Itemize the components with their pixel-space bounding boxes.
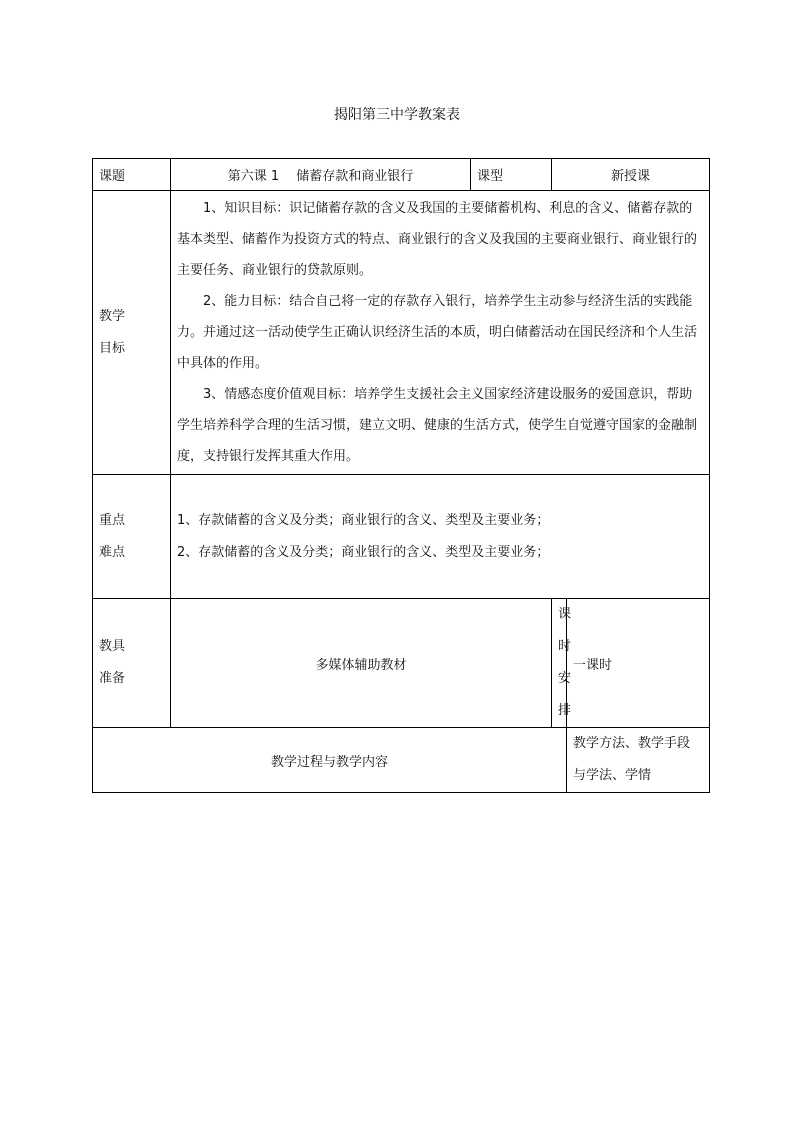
hours-value: 一课时 <box>567 599 710 728</box>
tools-label-line-1: 教具 <box>99 639 126 654</box>
process-label: 教学过程与教学内容 <box>93 728 567 793</box>
row-process <box>93 728 710 793</box>
tools-label <box>93 599 171 728</box>
tools-label-line-2: 准备 <box>99 671 126 686</box>
page-title: 揭阳第三中学教案表 <box>334 107 460 123</box>
goals-label <box>93 191 171 475</box>
tools-value: 多媒体辅助教材 <box>171 599 552 728</box>
key-points-label <box>93 475 171 599</box>
type-label: 课型 <box>471 159 552 191</box>
method-label <box>567 728 710 793</box>
method-label-line-2: 与学法、学情 <box>573 768 652 783</box>
type-value: 新授课 <box>552 159 710 191</box>
method-label-line-1: 教学方法、教学手段 <box>573 736 691 751</box>
key-points-content <box>171 475 710 599</box>
goals-label-line-2: 目标 <box>99 340 126 356</box>
row-topic <box>93 159 710 191</box>
key-point-1: 1、存款储蓄的含义及分类；商业银行的含义、类型及主要业务； <box>177 512 550 528</box>
key-points-label-line-2: 难点 <box>99 544 126 560</box>
row-tools <box>93 599 710 728</box>
goals-label-line-1: 教学 <box>99 308 126 324</box>
key-points-label-line-1: 重点 <box>99 512 126 528</box>
goal-knowledge: 1、知识目标：识记储蓄存款的含义及我国的主要储蓄机构、利息的含义、储蓄存款的基本类型、储蓄作为投资方式的特点、商业银行的含义及我国的主要商业银行、商业银行的主要任务、商业银行的贷款原则。 <box>177 201 698 278</box>
goal-ability: 2、能力目标：结合自己将一定的存款存入银行，培养学生主动参与经济生活的实践能力。并通过这一活动使学生正确认识经济生活的本质，明白储蓄活动在国民经济和个人生活中具体的作用。 <box>177 294 698 371</box>
goal-values: 3、情感态度价值观目标：培养学生支援社会主义国家经济建设服务的爱国意识，帮助学生培养科学合理的生活习惯，建立文明、健康的生活方式，使学生自觉遵守国家的金融制度，支持银行发挥其重大作用。 <box>177 387 698 464</box>
row-goals <box>93 191 710 475</box>
key-point-2: 2、存款储蓄的含义及分类；商业银行的含义、类型及主要业务； <box>177 544 550 560</box>
hours-label <box>552 599 572 728</box>
hours-label-line-2: 安排 <box>558 671 572 718</box>
row-key-points <box>93 475 710 599</box>
topic-label: 课题 <box>93 159 171 191</box>
hours-label-line-1: 课时 <box>558 607 572 654</box>
topic-value: 第六课 1 储蓄存款和商业银行 <box>171 159 471 191</box>
lesson-plan-table <box>92 158 710 793</box>
goals-content <box>171 191 710 475</box>
